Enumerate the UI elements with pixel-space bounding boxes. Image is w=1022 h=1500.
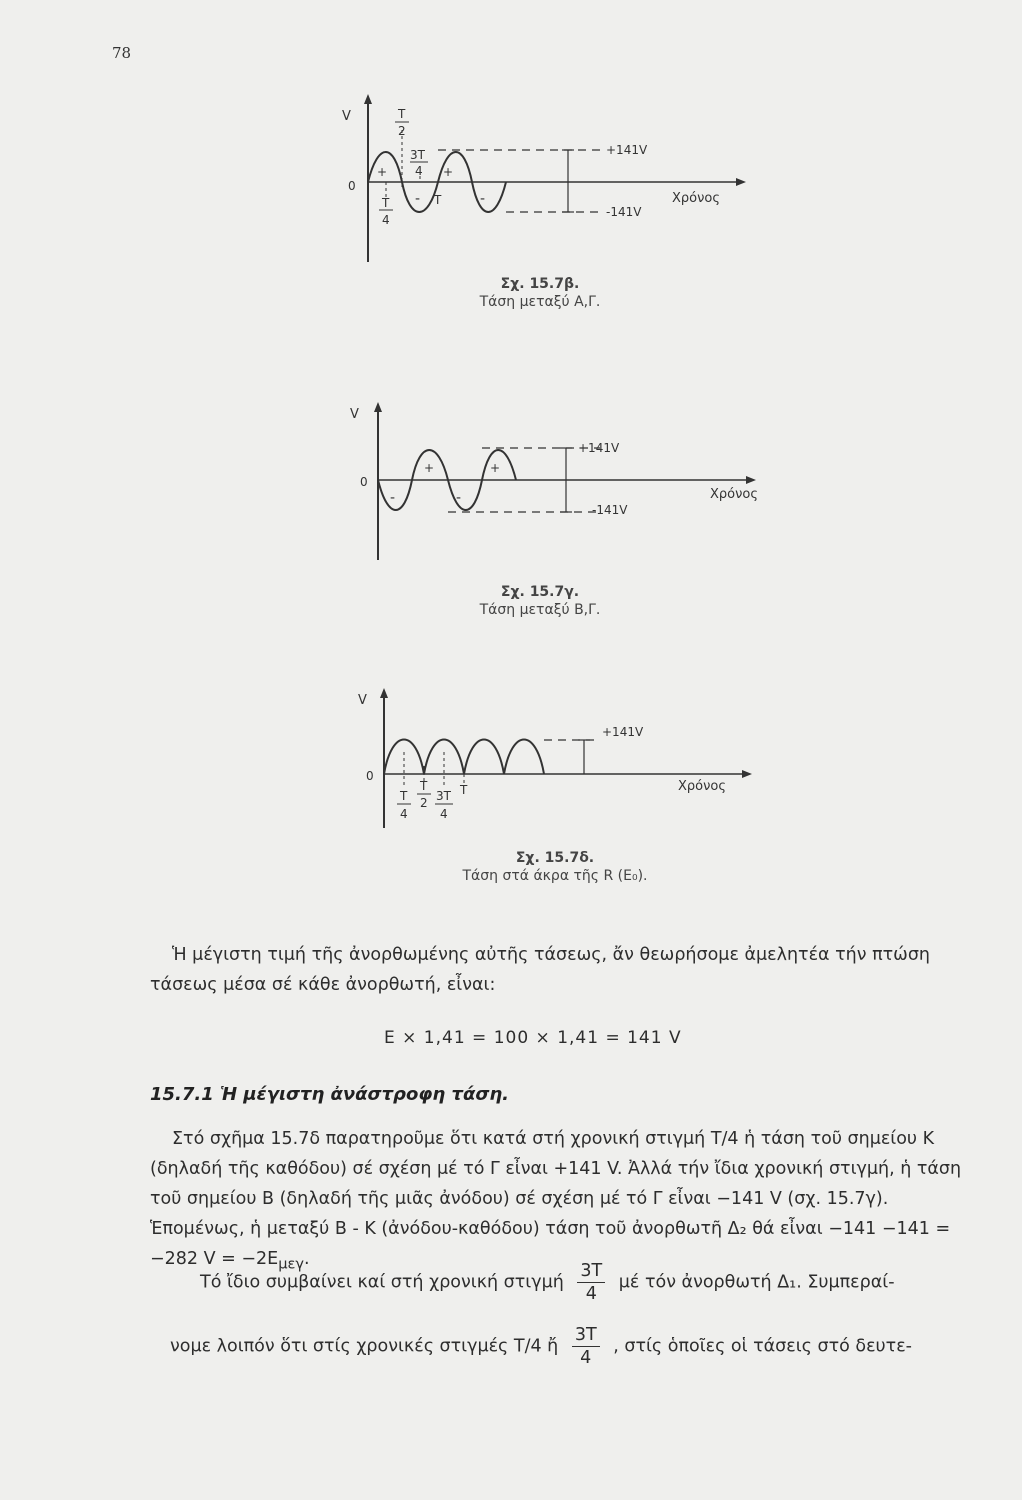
figure-15-7b-t-q-num: T (382, 196, 390, 210)
figure-15-7g-caption-title: Σχ. 15.7γ. (500, 584, 580, 600)
page-number: 78 (112, 44, 132, 62)
figure-15-7b-t-3q-den: 4 (415, 164, 423, 178)
line-3t4-d1-post: μέ τόν ἀνορθωτή Δ₁. Συμπεραί- (618, 1272, 895, 1293)
fraction-a-denominator: 4 (585, 1284, 597, 1304)
figure-15-7d-upper-level: +141V (602, 725, 644, 739)
figure-15-7b-caption-title: Σχ. 15.7β. (500, 276, 580, 292)
figure-15-7b-plot (320, 90, 760, 270)
figure-15-7d-caption-title: Σχ. 15.7δ. (515, 850, 595, 866)
fraction-a-numerator: 3T (577, 1260, 605, 1283)
figure-15-7b (320, 90, 760, 270)
figure-15-7g-minus-2: - (456, 490, 462, 506)
figure-15-7d (336, 684, 776, 834)
figure-15-7g-plot (330, 398, 770, 568)
figure-15-7b-upper-level: +141V (606, 143, 648, 157)
paragraph-reverse-voltage (150, 1124, 970, 1280)
max-voltage-formula: E × 1,41 = 100 × 1,41 = 141 V (384, 1028, 682, 1048)
figure-15-7g-upper-level: +141V (578, 441, 620, 455)
figure-15-7d-caption-subtitle: Τάση στά άκρα τῆς R (E₀). (462, 868, 648, 884)
figure-15-7b-lower-level: -141V (606, 205, 642, 219)
paragraph-reverse-voltage-end: . (304, 1249, 310, 1269)
paragraph-reverse-voltage-text (150, 1124, 970, 1280)
figure-15-7b-x-axis-label: Χρόνος (672, 191, 720, 206)
line-3t4-d1-pre: Τό ἴδιο συμβαίνει καί στή χρονική στιγμή (200, 1272, 564, 1293)
figure-15-7b-origin-label: 0 (348, 179, 356, 193)
figure-15-7g-plus-2: + (490, 461, 501, 475)
figure-15-7d-t-full: T (460, 783, 468, 797)
figure-15-7b-t-half-den: 2 (398, 124, 406, 138)
fraction-3t-over-4-b (572, 1324, 600, 1369)
figure-15-7d-t-half-den: 2 (420, 796, 428, 810)
fraction-3t-over-4-a (577, 1260, 605, 1305)
figure-15-7b-minus-2: - (480, 191, 486, 207)
paragraph-reverse-voltage-main: Στό σχῆμα 15.7δ παρατηροῦμε ὅτι κατά στή χρονική στιγμή T/4 ἡ τάση τοῦ σημείου Κ (δηλαδή τῆς καθόδου) σέ σχέση μέ τό Γ εἶναι +141 V. Ἀλλά τήν ἴδια χρονική στιγμή, ἡ τάση τοῦ σημείου Β (δηλαδή τῆς μιᾶς ἀνόδου) σέ σχέση μέ τό Γ εἶναι −141 V (σχ. 15.7γ). Ἑπομένως, ἡ μεταξύ Β - Κ (ἀνόδου-καθόδου) τάση τοῦ ἀνορθωτῆ Δ₂ θά εἶναι −141 −141 = −282 V = −2E (150, 1129, 962, 1269)
figure-15-7d-t-3q-num: 3T (436, 789, 451, 803)
figure-15-7d-t-3q-den: 4 (440, 807, 448, 821)
line-conclusion-post: , στίς ὁποῖες οἱ τάσεις στό δευτε- (613, 1336, 912, 1357)
figure-15-7b-caption-subtitle: Τάση μεταξύ Α,Γ. (479, 294, 601, 310)
figure-15-7g-caption (460, 584, 620, 618)
figure-15-7b-t-half-num: T (398, 107, 406, 121)
figure-15-7b-plus-1: + (377, 165, 388, 179)
figure-15-7d-origin-label: 0 (366, 769, 374, 783)
figure-15-7b-caption (460, 276, 620, 310)
figure-15-7g-lower-level: -141V (592, 503, 628, 517)
figure-15-7b-y-axis-label: V (342, 109, 351, 124)
figure-15-7d-x-axis-label: Χρόνος (678, 779, 726, 794)
figure-15-7d-t-q-den: 4 (400, 807, 408, 821)
figure-15-7g-y-axis-label: V (350, 407, 359, 422)
section-heading: 15.7.1 Ἡ μέγιστη ἀνάστροφη τάση. (150, 1084, 509, 1105)
figure-15-7g (330, 398, 770, 568)
paragraph-max-voltage-text: Ἡ μέγιστη τιμή τῆς ἀνορθωμένης αὐτῆς τάσεως, ἄν θεωρήσομε ἀμελητέα τήν πτώση τάσεως μέσα σέ κάθε ἀνορθωτή, εἶναι: (150, 945, 931, 995)
figure-15-7g-origin-label: 0 (360, 475, 368, 489)
paragraph-max-voltage (150, 940, 970, 1000)
paragraph-reverse-voltage-subscript: μεγ (278, 1255, 305, 1273)
figure-15-7b-t-q-den: 4 (382, 213, 390, 227)
figure-15-7g-plus-1: + (424, 461, 435, 475)
figure-15-7d-caption (425, 850, 685, 884)
fraction-b-denominator: 4 (580, 1348, 592, 1368)
figure-15-7g-x-axis-label: Χρόνος (710, 487, 758, 502)
fraction-b-numerator: 3T (572, 1324, 600, 1347)
figure-15-7d-t-half-num: T (420, 779, 428, 793)
figure-15-7b-minus-1: - (415, 191, 421, 207)
figure-15-7d-plot (336, 684, 776, 834)
line-conclusion (170, 1324, 980, 1369)
figure-15-7b-t-full: T (434, 193, 442, 207)
figure-15-7g-caption-subtitle: Τάση μεταξύ Β,Γ. (479, 602, 601, 618)
line-conclusion-pre: νομε λοιπόν ὅτι στίς χρονικές στιγμές T/4 ἤ (170, 1336, 559, 1357)
figure-15-7d-y-axis-label: V (358, 693, 367, 708)
line-3t4-d1 (200, 1260, 980, 1305)
figure-15-7d-t-q-num: T (400, 789, 408, 803)
figure-15-7b-t-3q-num: 3T (410, 148, 425, 162)
figure-15-7b-plus-2: + (443, 165, 454, 179)
figure-15-7g-minus-1: - (390, 490, 396, 506)
